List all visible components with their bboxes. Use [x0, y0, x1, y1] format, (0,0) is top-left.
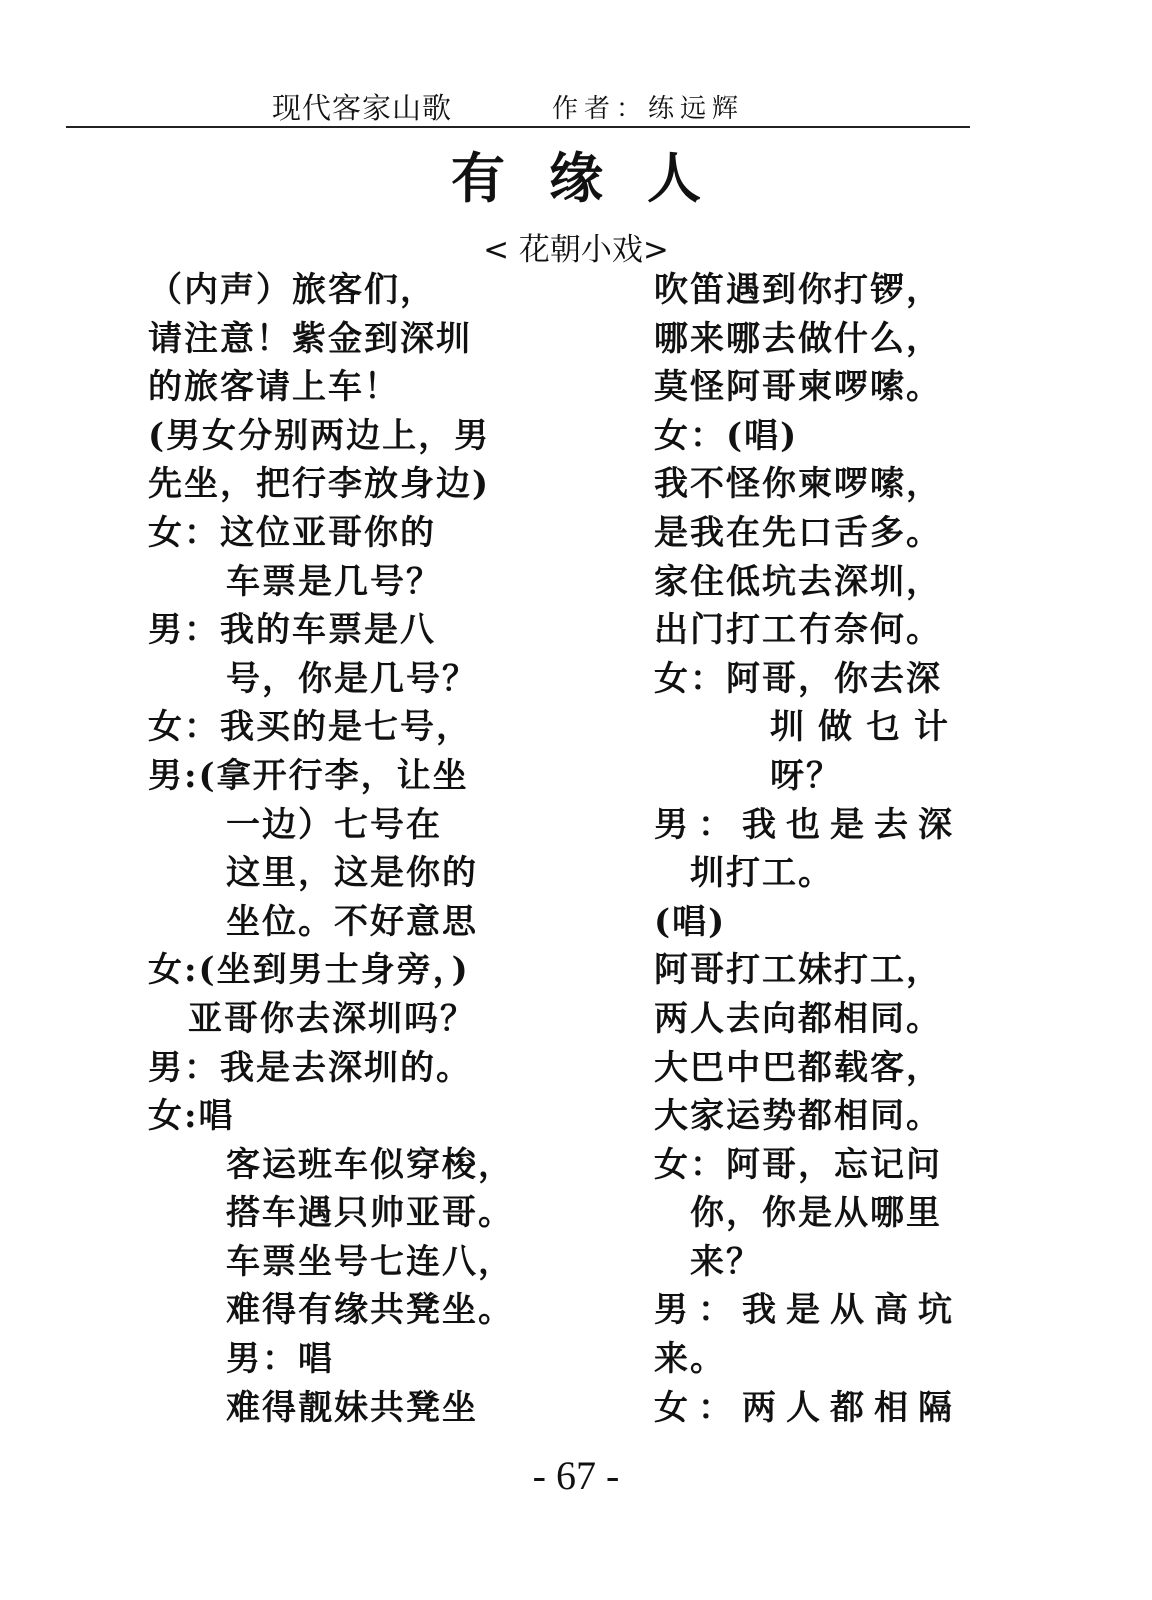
text-line: 吹笛遇到你打锣，	[654, 270, 942, 310]
text-line: 家住低坑去深圳，	[654, 561, 942, 602]
text-line: 搭车遇只帅亚哥。	[226, 1193, 514, 1234]
text-line: 先坐，把行李放身边)	[148, 464, 491, 505]
text-line: 女：我买的是七号，	[148, 707, 472, 748]
text-line: 的旅客请上车！	[148, 367, 400, 408]
text-line: 阿哥打工妹打工，	[654, 950, 942, 991]
text-line: 难得靓妹共凳坐	[226, 1387, 478, 1428]
text-line: (男女分别两边上，男	[148, 415, 491, 456]
text-line: 女：阿哥，你去深	[654, 658, 942, 699]
text-line: 车票坐号七连八，	[226, 1241, 514, 1282]
text-line: 女:唱	[148, 1096, 235, 1137]
text-line: 圳打工。	[690, 853, 834, 894]
text-line: 女：两人都相隔	[654, 1387, 962, 1428]
text-line: 难得有缘共凳坐。	[226, 1290, 514, 1331]
text-line: 呀？	[770, 755, 842, 796]
text-line: 圳做乜计	[770, 707, 962, 748]
text-line: （内声）旅客们，	[148, 270, 436, 310]
text-line: 女:(坐到男士身旁，)	[148, 950, 470, 991]
text-line: 是我在先口舌多。	[654, 512, 942, 553]
text-line: 男：我也是去深	[654, 804, 962, 845]
text-line: 出门打工冇奈何。	[654, 610, 942, 651]
page-number: - 67 -	[532, 1453, 620, 1498]
text-line: 你，你是从哪里	[690, 1193, 942, 1234]
text-line: 客运班车似穿梭，	[226, 1144, 514, 1185]
text-line: 亚哥你去深圳吗？	[188, 998, 476, 1039]
text-line: 号，你是几号？	[226, 658, 478, 699]
text-line: 坐位。不好意思	[226, 901, 478, 942]
text-line: 女：(唱)	[654, 415, 799, 456]
text-line: 莫怪阿哥柬啰嗦。	[654, 367, 942, 408]
text-line: 哪来哪去做什么，	[654, 318, 942, 359]
text-line: 大巴中巴都载客，	[654, 1047, 942, 1088]
text-line: 来？	[690, 1241, 762, 1282]
poem-title: 有缘人	[451, 147, 745, 210]
text-line: 男：我是去深圳的。	[148, 1047, 472, 1088]
poem-subtitle: < 花朝小戏>	[483, 232, 669, 268]
right-column	[654, 266, 974, 1432]
text-line: 我不怪你柬啰嗦，	[654, 464, 942, 505]
text-line: 一边）七号在	[226, 804, 442, 845]
text-line: 来。	[654, 1339, 726, 1380]
text-line: 车票是几号？	[226, 561, 442, 602]
text-line: 请注意！紫金到深圳	[148, 318, 472, 359]
book-title: 现代客家山歌	[272, 91, 453, 125]
left-column	[148, 266, 548, 1432]
text-line: 男:(拿开行李，让坐	[148, 755, 469, 796]
text-line: 这里，这是你的	[226, 853, 478, 894]
text-line: 大家运势都相同。	[654, 1096, 942, 1137]
running-header	[0, 82, 1152, 125]
text-line: 女：这位亚哥你的	[148, 512, 436, 553]
text-line: (唱)	[654, 901, 727, 942]
text-line: 男：我的车票是八	[148, 610, 436, 651]
text-line: 男：我是从高坑	[654, 1290, 962, 1331]
text-line: 女：阿哥，忘记问	[654, 1144, 942, 1185]
author-credit: 作者：练远辉	[552, 94, 745, 124]
text-line: 男：唱	[226, 1339, 334, 1380]
header-divider	[66, 126, 970, 128]
text-line: 两人去向都相同。	[654, 998, 942, 1039]
